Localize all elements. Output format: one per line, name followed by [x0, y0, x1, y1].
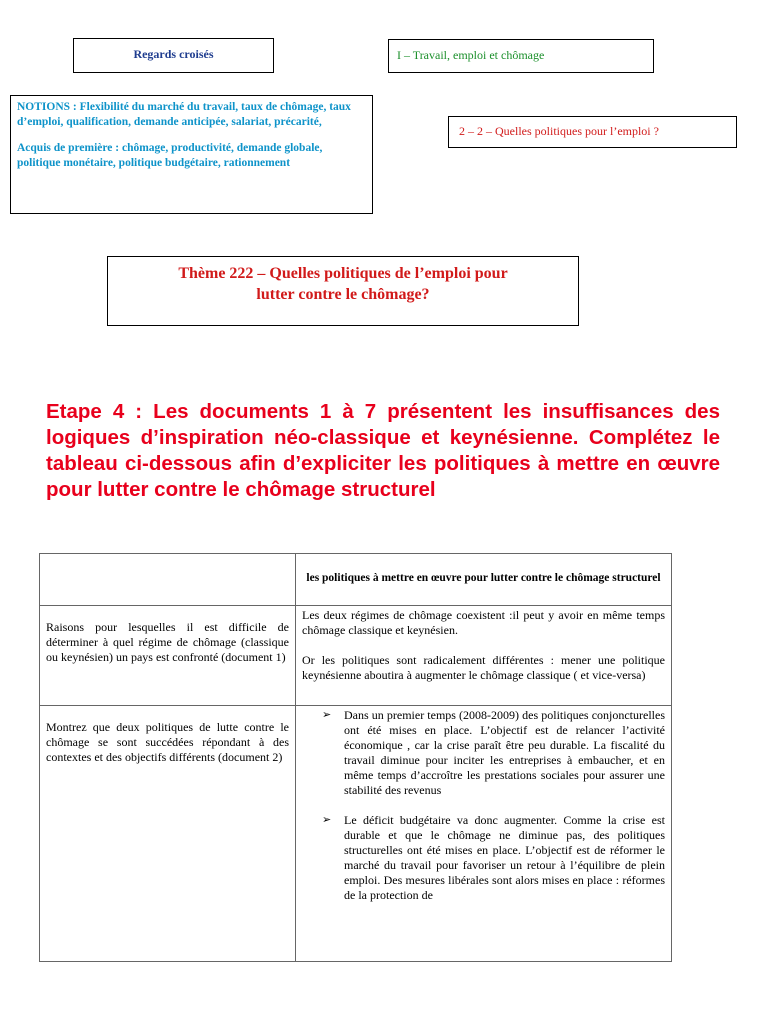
chapter-title: I – Travail, emploi et chômage [397, 48, 545, 62]
table-header-cell: les politiques à mettre en œuvre pour lutter contre le chômage structurel [296, 554, 672, 606]
list-item [302, 708, 665, 798]
notions-box [10, 95, 373, 214]
regards-croises-label: Regards croisés [133, 47, 214, 61]
notions-text: NOTIONS : Flexibilité du marché du travail, taux de chômage, taux d’emploi, qualification, demande anticipée, salariat, précarité, [17, 101, 351, 128]
table-header-empty-cell [40, 554, 296, 606]
theme-title-line2: lutter contre le chômage? [256, 286, 430, 303]
answer-cell [296, 606, 672, 706]
question-text: Montrez que deux politiques de lutte contre le chômage se sont succédées répondant à des contextes et des objectifs différents (document 2) [46, 720, 289, 764]
question-text: Raisons pour lesquelles il est difficile de déterminer à quel régime de chômage (classique ou keynésien) un pays est confronté (document 1) [46, 620, 289, 664]
answer-paragraph: Les deux régimes de chômage coexistent :il peut y avoir en même temps chômage classique et keynésien. [302, 608, 665, 637]
list-item [302, 813, 665, 903]
answer-paragraph: Or les politiques sont radicalement différentes : mener une politique keynésienne aboutira à augmenter le chômage classique ( et vice-versa) [302, 653, 665, 682]
subchapter-title: 2 – 2 – Quelles politiques pour l’emploi ? [459, 124, 659, 138]
question-cell [40, 706, 296, 962]
question-cell [40, 606, 296, 706]
etape-instruction: Etape 4 : Les documents 1 à 7 présentent les insuffisances des logiques d’inspiration néo-classique et keynésienne. Complétez le tableau ci-dessous afin d’expliciter les politiques à mettre en œuvre pour lutter contre le chômage structurel [46, 400, 720, 501]
theme-title-line1: Thème 222 – Quelles politiques de l’emploi pour [178, 265, 508, 282]
table-row [40, 606, 672, 706]
acquis-text: Acquis de première : chômage, productivité, demande globale, politique monétaire, politique budgétaire, rationnement [17, 142, 323, 169]
politiques-table [39, 553, 672, 962]
table-row [40, 706, 672, 962]
answer-cell [296, 706, 672, 962]
arrow-bullet-icon: ➢ [322, 709, 332, 721]
subchapter-box [448, 116, 737, 148]
theme-title [108, 263, 578, 305]
theme-box [107, 256, 579, 326]
regards-croises-box [73, 38, 274, 73]
chapter-box [388, 39, 654, 73]
table-header-row [40, 554, 672, 606]
list-item-text: Dans un premier temps (2008-2009) des politiques conjoncturelles ont été mises en place. L’objectif est de relancer l’activité économique , car la crise paraît être peu durable. La fiscalité du travail diminue pour inciter les entreprises à embaucher, et en même temps d’accroître les prestations sociales pour assurer une stabilité des revenus [344, 708, 665, 797]
list-item-text: Le déficit budgétaire va donc augmenter. Comme la crise est durable et que le chômage ne diminue pas, des politiques structurelles ont été mises en place. L’objectif est de réformer le marché du travail pour favoriser un retour à l’équilibre de plein emploi. Des mesures libérales sont alors mises en place : réformes de la protection de [344, 813, 665, 902]
arrow-bullet-icon: ➢ [322, 814, 332, 826]
